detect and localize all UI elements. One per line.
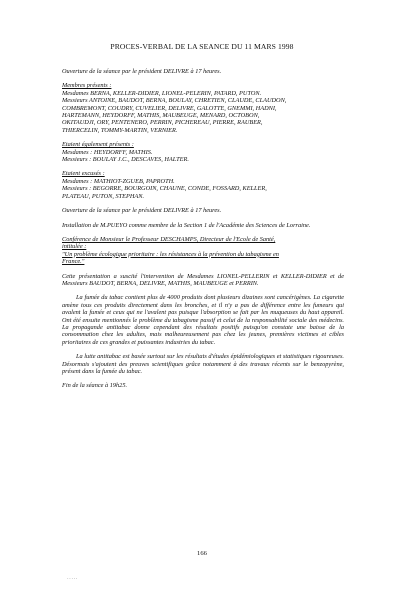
conference-section [62,236,344,266]
members-present-section [62,82,344,134]
tobacco-paragraph: La fumée du tabac contient plus de 4000 produits dont plusieurs dizaines sont cancérigènes. La cigarette amène tous ces produits directement dans les bronches, et il n'y a pas de différence entre les fumeurs qui avalent la fumée et ceux qui ne l'avalent pas puisque l'absorption se fait par les muqueuses du haut appareil. Ont été ensuite mentionnés le problème du tabagisme passif et celui de la responsabilité sociale des médecins. La propagande antitabac donne cependant des résultats positifs puisqu'on constate une baisse de la consommation chez les adultes, mais malheureusement pas chez les jeunes, premières victimes et cibles prioritaires de ces grandes et puissantes industries du tabac. [62,294,344,346]
excused-line: Mesdames : MATHIOT-ZGUEB, PAPROTH. [62,177,175,185]
excused-section [62,170,344,200]
opening-statement: Ouverture de la séance par le président DELIVRE à 17 heures. [62,68,222,75]
members-line: COMBREMONT, COUDRY, CUVELIER, DELIVRE, GALOTTE, GNEMMI, HADNI, [62,104,277,112]
conference-line: intitulée : [62,243,87,251]
also-present-section [62,141,344,163]
scan-mark: ····· [67,577,78,582]
conference-line: Conférence de Monsieur le Professeur DESCHAMPS, Directeur de l'Ecole de Santé, [62,235,276,243]
minutes-body [62,68,344,397]
members-line: Mesdames BERNA, KELLER-DIDIER, LIONEL-PELERIN, PATARD, PUTON. [62,89,262,97]
conference-line: "Un problème écologique prioritaire : les résistances à la prévention du tabagisme en [62,250,279,258]
antitobacco-paragraph: La lutte antitabac est basée surtout sur les résultats d'études épidémiologiques et statistiques rigoureuses. Désormais s'ajoutent des preuves scientifiques grâce notamment à des travaux récents sur le benzopyrène, présent dans la fumée du tabac. [62,353,344,375]
page-number: 166 [197,550,207,557]
excused-line: Messieurs : BEGORRE, BOURGOIN, CHAUNE, CONDE, FOSSARD, KELLER, [62,185,267,193]
also-present-heading: Etaient également présents : [62,141,134,149]
excused-line: PLATEAU, PUTON, STEPHAN. [62,192,145,200]
members-line: THIERCELIN, TOMMY-MARTIN, VERNIER. [62,126,178,134]
closing-statement: Fin de la séance à 19h25. [62,382,128,390]
presentation-paragraph: Cette présentation a suscité l'intervention de Mesdames LIONEL-PELLERIN et KELLER-DIDIER et de Messieurs BAUDOT, BERNA, DELIVRE, MATHIS, MAUBEUGE et PERRIN. [62,272,344,287]
page-title: PROCES-VERBAL DE LA SEANCE DU 11 MARS 1998 [110,42,294,51]
conference-line: France." [62,258,85,266]
also-present-line: Mesdames : HEYDORFF, MATHIS. [62,148,153,156]
members-line: HARTEMANN, HEYDORFF, MATHIS, MAUBEUGE, MENARD, OCTOBON, [62,112,260,120]
members-line: Messieurs ANTOINE, BAUDOT, BERNA, BOULAY, CHRETIEN, CLAUDE, CLAUDON, [62,97,287,105]
opening-statement-repeat: Ouverture de la séance par le président DELIVRE à 17 heures. [62,207,222,215]
excused-heading: Etaient excusés : [62,170,105,178]
installation-statement: Installation de M.PUEYO comme membre de la Section 1 de l'Académie des Sciences de Lorraine. [62,221,311,229]
also-present-line: Messieurs : BOULAY J.C., DESCAVES, HALTER. [62,156,189,164]
members-line: OKITAUDJI, ORY, PENTENERO, PERRIN, PICHEREAU, PIERRE, RAUBER, [62,119,263,127]
members-present-heading: Membres présents : [62,82,112,90]
